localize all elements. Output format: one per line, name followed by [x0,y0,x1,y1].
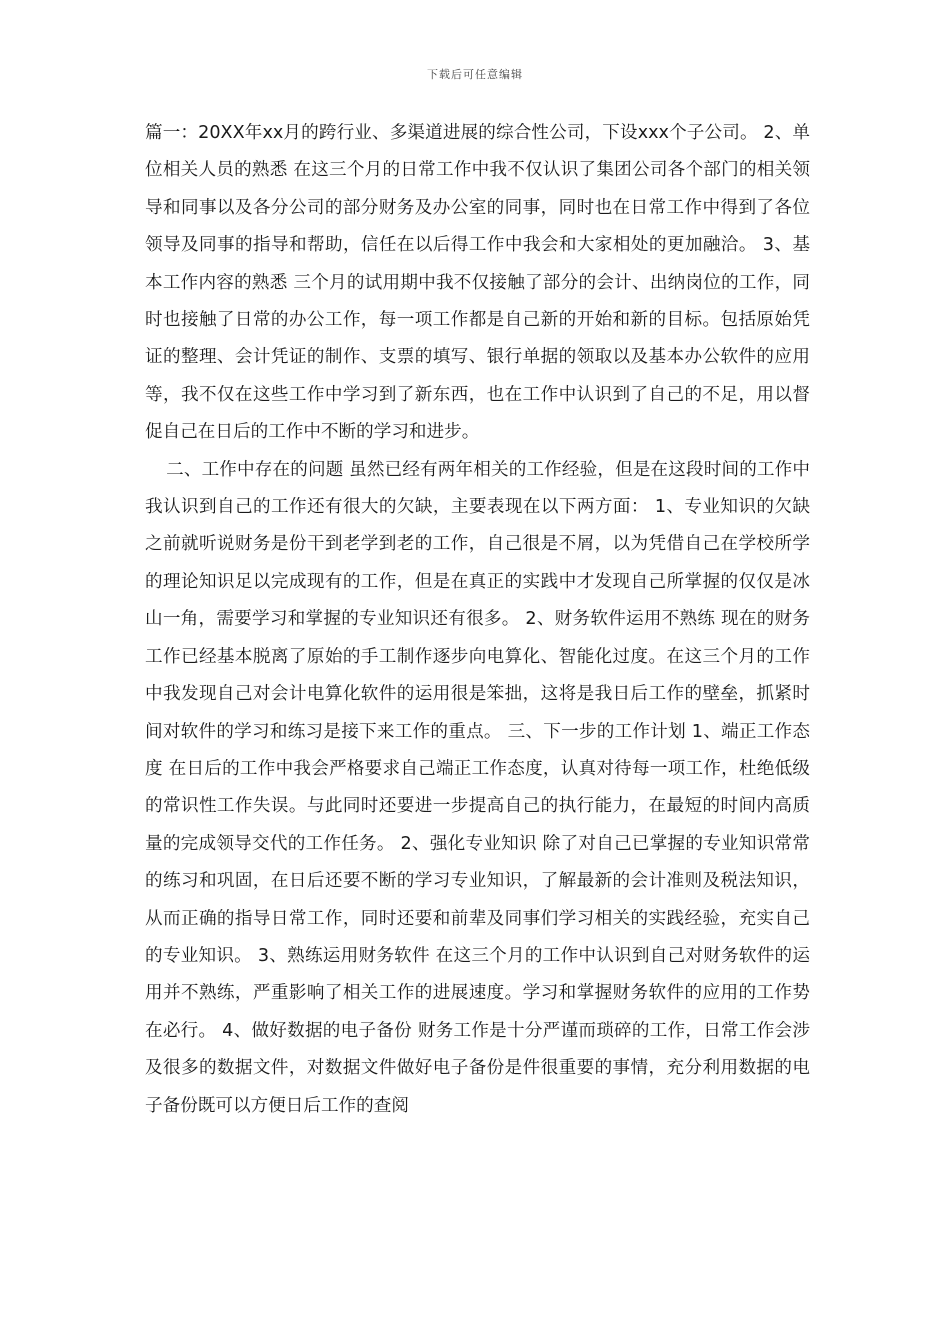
paragraph-1: 篇一：20XX年xx月的跨行业、多渠道进展的综合性公司，下设xxx个子公司。 2、单位相关人员的熟悉 在这三个月的日常工作中我不仅认识了集团公司各个部门的相关领导和同事以及各分公司的部分财务及办公室的同事，同时也在日常工作中得到了各位领导及同事的指导和帮助，信任在以后得工作中我会和大家相处的更加融洽。 3、基本工作内容的熟悉 三个月的试用期中我不仅接触了部分的会计、出纳岗位的工作，同时也接触了日常的办公工作，每一项工作都是自己新的开始和新的目标。包括原始凭证的整理、会计凭证的制作、支票的填写、银行单据的领取以及基本办公软件的应用等，我不仅在这些工作中学习到了新东西，也在工作中认识到了自己的不足，用以督促自己在日后的工作中不断的学习和进步。 [145,123,810,443]
paragraph-2: 二、工作中存在的问题 虽然已经有两年相关的工作经验，但是在这段时间的工作中我认识到自己的工作还有很大的欠缺，主要表现在以下两方面： 1、专业知识的欠缺 之前就听说财务是份干到老学到老的工作，自己很是不屑，以为凭借自己在学校所学的理论知识足以完成现有的工作，但是在真正的实践中才发现自己所掌握的仅仅是冰山一角，需要学习和掌握的专业知识还有很多。 2、财务软件运用不熟练 现在的财务工作已经基本脱离了原始的手工制作逐步向电算化、智能化过度。在这三个月的工作中我发现自己对会计电算化软件的运用很是笨拙，这将是我日后工作的壁垒，抓紧时间对软件的学习和练习是接下来工作的重点。 三、下一步的工作计划 1、端正工作态度 在日后的工作中我会严格要求自己端正工作态度，认真对待每一项工作，杜绝低级的常识性工作失误。与此同时还要进一步提高自己的执行能力，在最短的时间内高质量的完成领导交代的工作任务。 2、强化专业知识 除了对自己已掌握的专业知识常常的练习和巩固，在日后还要不断的学习专业知识，了解最新的会计准则及税法知识，从而正确的指导日常工作，同时还要和前辈及同事们学习相关的实践经验，充实自己的专业知识。 3、熟练运用财务软件 在这三个月的工作中认识到自己对财务软件的运用并不熟练，严重影响了相关工作的进展速度。学习和掌握财务软件的应用的工作势在必行。 4、做好数据的电子备份 财务工作是十分严谨而琐碎的工作，日常工作会涉及很多的数据文件，对数据文件做好电子备份是件很重要的事情，充分利用数据的电子备份既可以方便日后工作的查阅 [145,459,810,1116]
header-note: 下载后可任意编辑 [427,68,523,81]
document-body [145,115,810,1125]
